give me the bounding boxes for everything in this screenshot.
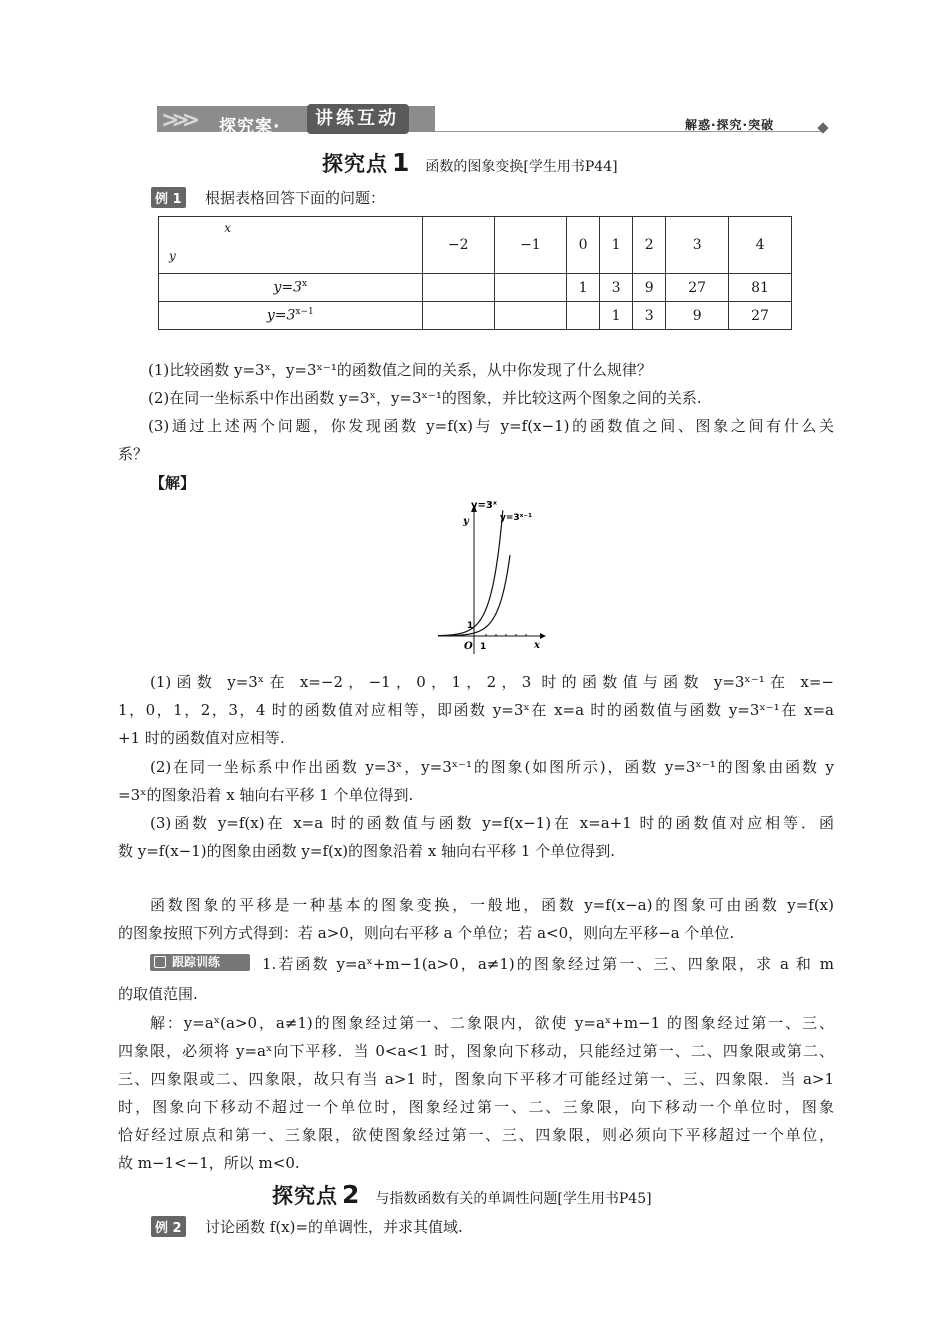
origin-label: O (464, 641, 473, 652)
x-axis-label: x (534, 640, 540, 651)
follow-up-badge (150, 954, 250, 971)
example-1-prompt: 根据表格回答下面的问题： (205, 189, 386, 207)
chevron-decor-icon: >>> (161, 108, 193, 133)
section-1-subtitle: 函数的图象变换[学生用书P44] (425, 159, 618, 175)
table-cell (567, 302, 600, 330)
table-cell: 81 (729, 274, 792, 302)
follow-up-answer-line-2: 四象限，必须将 y=aˣ向下平移．当 0<a<1 时，图象向下移动，只能经过第一、二、四象限或第二、 (118, 1042, 834, 1060)
table-cell: 27 (666, 274, 729, 302)
x-one-label: 1 (480, 642, 487, 652)
answer-1-line-2: 1，0，1，2，3，4 时的函数值对应相等，即函数 y=3ˣ在 x=a 时的函数值与函数 y=3ˣ⁻¹在 x=a (118, 701, 834, 719)
table-cell: 3 (633, 302, 666, 330)
question-2: (2)在同一坐标系中作出函数 y=3ˣ，y=3ˣ⁻¹的图象，并比较这两个图象之间的关系. (148, 389, 702, 407)
exponential-graph (434, 496, 546, 654)
table-cell (422, 274, 494, 302)
table-header-cell: −1 (494, 217, 566, 274)
header-banner (157, 102, 837, 136)
section-1-heading: 探究点 (322, 152, 388, 176)
table-header-cell: 0 (567, 217, 600, 274)
section-1-title (322, 148, 618, 178)
summary-line-2: 的图象按照下列方式得到：若 a>0，则向右平移 a 个单位；若 a<0，则向左平移−a 个单位. (118, 924, 735, 942)
example-2-prompt: 讨论函数 f(x)=的单调性，并求其值域. (205, 1218, 463, 1236)
table-header-cell: 4 (729, 217, 792, 274)
values-table (158, 216, 792, 330)
banner-left-text: 探究案· (219, 117, 281, 137)
table-row (159, 302, 792, 330)
table-cell: 3 (600, 274, 633, 302)
answer-2-line-1: (2)在同一坐标系中作出函数 y=3ˣ，y=3ˣ⁻¹的图象(如图所示)，函数 y=3ˣ⁻¹的图象由函数 y (150, 758, 834, 776)
section-2-title (272, 1180, 652, 1210)
question-1: (1)比较函数 y=3ˣ，y=3ˣ⁻¹的函数值之间的关系，从中你发现了什么规律？ (148, 361, 652, 379)
section-2-subtitle: 与指数函数有关的单调性问题[学生用书P45] (375, 1191, 652, 1207)
curve-2-label: y=3ˣ⁻¹ (500, 513, 533, 523)
table-header-row (159, 217, 792, 274)
table-header-cell: 3 (666, 217, 729, 274)
row-2-label: $y=3^{x-1}$ (159, 302, 423, 330)
section-1-number: 1 (392, 148, 410, 177)
corner-y-label: y (169, 249, 176, 263)
curve-3-pow-x (438, 510, 503, 635)
follow-up-answer-line-1: 解：y=aˣ(a>0，a≠1)的图象经过第一、二象限内，欲使 y=aˣ+m−1 的图象经过第一、三、 (150, 1014, 834, 1032)
answer-1-line-1: (1)函数 y=3ˣ在 x=−2，−1，0，1，2，3 时的函数值与函数 y=3ˣ⁻¹在 x=− (150, 673, 834, 691)
row-1-label: $y=3^x$ (159, 274, 423, 302)
solution-label: 【解】 (150, 474, 196, 492)
table-cell: 27 (729, 302, 792, 330)
follow-up-question: 1.若函数 y=aˣ+m−1(a>0，a≠1)的图象经过第一、三、四象限，求 a 和 m (262, 955, 834, 973)
answer-2-line-2: =3ˣ的图象沿着 x 轴向右平移 1 个单位得到. (118, 786, 414, 804)
question-3: (3)通过上述两个问题，你发现函数 y=f(x)与 y=f(x−1)的函数值之间、图象之间有什么关 (148, 417, 834, 435)
table-cell: 9 (666, 302, 729, 330)
y-one-label: 1 (467, 621, 474, 631)
y-axis-label: y (463, 516, 469, 527)
table-cell: 9 (633, 274, 666, 302)
example-2-badge: 例 2 (151, 1216, 186, 1237)
table-cell: 1 (567, 274, 600, 302)
section-2-number: 2 (342, 1180, 360, 1209)
table-cell: 1 (600, 302, 633, 330)
corner-x-label: x (224, 221, 231, 235)
table-corner-cell (159, 217, 423, 274)
curve-1-label: y=3ˣ (471, 500, 497, 511)
table-cell (494, 274, 566, 302)
answer-3-line-1: (3)函数 y=f(x)在 x=a 时的函数值与函数 y=f(x−1)在 x=a+1 时的函数值对应相等．函 (150, 814, 834, 832)
section-2-heading: 探究点 (272, 1184, 338, 1208)
follow-up-answer-line-6: 故 m−1<−1，所以 m<0. (118, 1154, 300, 1172)
table-header-cell: 1 (600, 217, 633, 274)
follow-up-question-cont: 的取值范围. (118, 985, 198, 1003)
answer-1-line-3: +1 时的函数值对应相等. (118, 729, 285, 747)
banner-tag: 解惑·探究·突破 (685, 118, 775, 132)
follow-up-badge-label: 跟踪训练 (172, 955, 221, 969)
example-1-badge: 例 1 (151, 187, 186, 208)
answer-3-line-2: 数 y=f(x−1)的图象由函数 y=f(x)的图象沿着 x 轴向右平移 1 个单位得到. (118, 842, 616, 860)
follow-up-answer-line-3: 三、四象限或二、四象限，故只有当 a>1 时，图象向下平移才可能经过第一、三、四象限．当 a>1 (118, 1070, 834, 1088)
follow-up-answer-line-5: 恰好经过原点和第一、三象限，欲使图象经过第一、三、四象限，则必须向下平移超过一个单位， (118, 1126, 834, 1144)
table-header-cell: 2 (633, 217, 666, 274)
table-cell (422, 302, 494, 330)
x-axis-arrow-icon (540, 633, 546, 639)
table-header-cell: −2 (422, 217, 494, 274)
table-cell (494, 302, 566, 330)
follow-up-answer-line-4: 时，图象向下移动不超过一个单位时，图象经过第一、二、三象限，向下移动一个单位时，图象 (118, 1098, 834, 1116)
banner-right-text: 讲练互动 (307, 104, 409, 134)
table-row (159, 274, 792, 302)
question-3-cont: 系？ (118, 445, 149, 463)
summary-line-1: 函数图象的平移是一种基本的图象变换，一般地，函数 y=f(x−a)的图象可由函数 y=f(x) (150, 896, 834, 914)
notebook-icon (154, 956, 166, 968)
